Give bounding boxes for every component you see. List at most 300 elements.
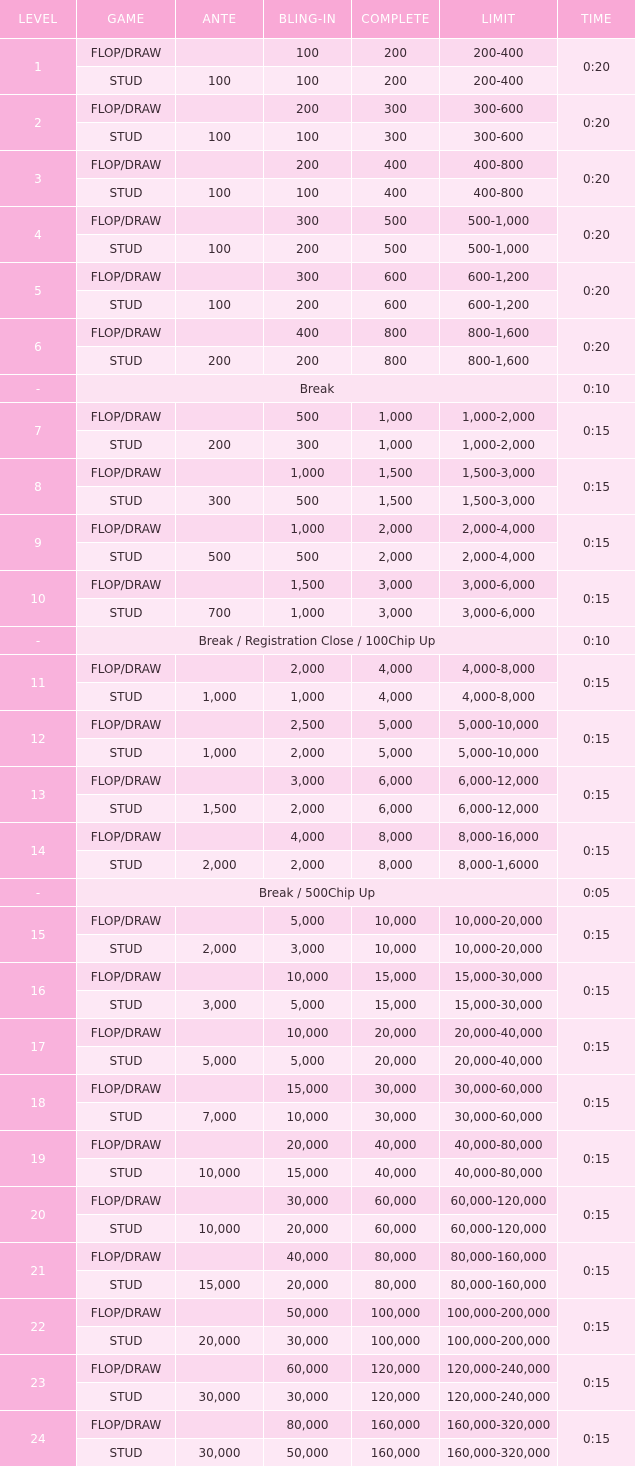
limit-cell: 120,000-240,000 [440, 1355, 558, 1383]
level-cell: 24 [0, 1411, 77, 1467]
time-cell: 0:15 [558, 1075, 636, 1131]
table-row [0, 571, 636, 599]
game-cell: STUD [77, 1047, 176, 1075]
table-row [0, 403, 636, 431]
game-cell: STUD [77, 1439, 176, 1467]
bring-in-cell: 500 [264, 403, 352, 431]
bring-in-cell: 1,000 [264, 459, 352, 487]
table-row [0, 683, 636, 711]
bring-in-cell: 400 [264, 319, 352, 347]
time-cell: 0:15 [558, 907, 636, 963]
header-ante: ANTE [176, 0, 264, 39]
level-cell: 11 [0, 655, 77, 711]
limit-cell: 160,000-320,000 [440, 1411, 558, 1439]
time-cell: 0:20 [558, 207, 636, 263]
game-cell: STUD [77, 347, 176, 375]
bring-in-cell: 20,000 [264, 1131, 352, 1159]
table-row [0, 487, 636, 515]
limit-cell: 800-1,600 [440, 319, 558, 347]
table-row [0, 431, 636, 459]
table-row [0, 991, 636, 1019]
time-cell: 0:20 [558, 319, 636, 375]
game-cell: STUD [77, 1383, 176, 1411]
bring-in-cell: 2,000 [264, 851, 352, 879]
ante-cell: 2,000 [176, 851, 264, 879]
game-cell: STUD [77, 67, 176, 95]
limit-cell: 80,000-160,000 [440, 1271, 558, 1299]
game-cell: STUD [77, 1215, 176, 1243]
limit-cell: 4,000-8,000 [440, 655, 558, 683]
bring-in-cell: 5,000 [264, 1047, 352, 1075]
level-cell: 20 [0, 1187, 77, 1243]
complete-cell: 80,000 [352, 1243, 440, 1271]
game-cell: FLOP/DRAW [77, 711, 176, 739]
header-bring-in: BLING-IN [264, 0, 352, 39]
ante-cell [176, 1299, 264, 1327]
ante-cell: 3,000 [176, 991, 264, 1019]
table-row [0, 767, 636, 795]
ante-cell: 30,000 [176, 1439, 264, 1467]
complete-cell: 1,500 [352, 487, 440, 515]
table-row [0, 599, 636, 627]
limit-cell: 6,000-12,000 [440, 795, 558, 823]
complete-cell: 600 [352, 291, 440, 319]
bring-in-cell: 5,000 [264, 991, 352, 1019]
level-cell: - [0, 627, 77, 655]
table-row [0, 711, 636, 739]
ante-cell: 1,000 [176, 683, 264, 711]
table-row [0, 907, 636, 935]
level-cell: 5 [0, 263, 77, 319]
bring-in-cell: 200 [264, 151, 352, 179]
bring-in-cell: 30,000 [264, 1327, 352, 1355]
level-cell: 23 [0, 1355, 77, 1411]
bring-in-cell: 200 [264, 235, 352, 263]
complete-cell: 400 [352, 179, 440, 207]
table-row [0, 291, 636, 319]
complete-cell: 600 [352, 263, 440, 291]
game-cell: STUD [77, 1271, 176, 1299]
level-cell: 13 [0, 767, 77, 823]
table-row [0, 459, 636, 487]
game-cell: FLOP/DRAW [77, 1243, 176, 1271]
game-cell: STUD [77, 599, 176, 627]
limit-cell: 20,000-40,000 [440, 1047, 558, 1075]
table-row [0, 795, 636, 823]
level-cell: 17 [0, 1019, 77, 1075]
bring-in-cell: 50,000 [264, 1299, 352, 1327]
ante-cell: 1,500 [176, 795, 264, 823]
table-row [0, 123, 636, 151]
ante-cell: 30,000 [176, 1383, 264, 1411]
limit-cell: 1,000-2,000 [440, 403, 558, 431]
ante-cell [176, 1131, 264, 1159]
time-cell: 0:15 [558, 1187, 636, 1243]
level-cell: 19 [0, 1131, 77, 1187]
table-row [0, 1355, 636, 1383]
game-cell: STUD [77, 431, 176, 459]
level-cell: 8 [0, 459, 77, 515]
complete-cell: 200 [352, 67, 440, 95]
bring-in-cell: 15,000 [264, 1075, 352, 1103]
game-cell: FLOP/DRAW [77, 823, 176, 851]
complete-cell: 6,000 [352, 795, 440, 823]
game-cell: FLOP/DRAW [77, 1355, 176, 1383]
level-cell: 9 [0, 515, 77, 571]
complete-cell: 300 [352, 95, 440, 123]
limit-cell: 400-800 [440, 179, 558, 207]
header-limit: LIMIT [440, 0, 558, 39]
limit-cell: 1,500-3,000 [440, 459, 558, 487]
limit-cell: 2,000-4,000 [440, 543, 558, 571]
time-cell: 0:15 [558, 767, 636, 823]
level-cell: 14 [0, 823, 77, 879]
ante-cell [176, 1243, 264, 1271]
game-cell: STUD [77, 1159, 176, 1187]
time-cell: 0:15 [558, 1299, 636, 1355]
ante-cell: 10,000 [176, 1215, 264, 1243]
complete-cell: 800 [352, 319, 440, 347]
table-row [0, 1299, 636, 1327]
game-cell: STUD [77, 179, 176, 207]
ante-cell: 200 [176, 431, 264, 459]
level-cell: 18 [0, 1075, 77, 1131]
header-game: GAME [77, 0, 176, 39]
ante-cell: 500 [176, 543, 264, 571]
limit-cell: 5,000-10,000 [440, 711, 558, 739]
game-cell: FLOP/DRAW [77, 907, 176, 935]
bring-in-cell: 200 [264, 291, 352, 319]
time-cell: 0:15 [558, 571, 636, 627]
break-label: Break / 500Chip Up [77, 879, 558, 907]
limit-cell: 20,000-40,000 [440, 1019, 558, 1047]
limit-cell: 300-600 [440, 95, 558, 123]
bring-in-cell: 2,500 [264, 711, 352, 739]
ante-cell: 1,000 [176, 739, 264, 767]
complete-cell: 6,000 [352, 767, 440, 795]
bring-in-cell: 100 [264, 39, 352, 67]
ante-cell: 5,000 [176, 1047, 264, 1075]
limit-cell: 5,000-10,000 [440, 739, 558, 767]
bring-in-cell: 1,000 [264, 515, 352, 543]
limit-cell: 100,000-200,000 [440, 1299, 558, 1327]
table-row [0, 655, 636, 683]
ante-cell [176, 767, 264, 795]
bring-in-cell: 40,000 [264, 1243, 352, 1271]
game-cell: FLOP/DRAW [77, 403, 176, 431]
ante-cell [176, 263, 264, 291]
bring-in-cell: 10,000 [264, 1103, 352, 1131]
complete-cell: 1,500 [352, 459, 440, 487]
game-cell: FLOP/DRAW [77, 263, 176, 291]
game-cell: STUD [77, 935, 176, 963]
limit-cell: 100,000-200,000 [440, 1327, 558, 1355]
limit-cell: 600-1,200 [440, 291, 558, 319]
bring-in-cell: 20,000 [264, 1271, 352, 1299]
bring-in-cell: 100 [264, 179, 352, 207]
header-complete: COMPLETE [352, 0, 440, 39]
table-row [0, 1327, 636, 1355]
complete-cell: 160,000 [352, 1411, 440, 1439]
limit-cell: 1,500-3,000 [440, 487, 558, 515]
limit-cell: 200-400 [440, 67, 558, 95]
table-row [0, 67, 636, 95]
bring-in-cell: 50,000 [264, 1439, 352, 1467]
complete-cell: 3,000 [352, 571, 440, 599]
bring-in-cell: 1,500 [264, 571, 352, 599]
bring-in-cell: 2,000 [264, 739, 352, 767]
table-row [0, 851, 636, 879]
bring-in-cell: 200 [264, 347, 352, 375]
bring-in-cell: 100 [264, 67, 352, 95]
level-cell: 22 [0, 1299, 77, 1355]
bring-in-cell: 300 [264, 207, 352, 235]
ante-cell: 100 [176, 67, 264, 95]
bring-in-cell: 4,000 [264, 823, 352, 851]
table-row [0, 95, 636, 123]
limit-cell: 500-1,000 [440, 207, 558, 235]
limit-cell: 15,000-30,000 [440, 991, 558, 1019]
complete-cell: 4,000 [352, 683, 440, 711]
ante-cell: 2,000 [176, 935, 264, 963]
time-cell: 0:15 [558, 655, 636, 711]
level-cell: 7 [0, 403, 77, 459]
table-row [0, 1075, 636, 1103]
limit-cell: 10,000-20,000 [440, 935, 558, 963]
ante-cell: 7,000 [176, 1103, 264, 1131]
limit-cell: 8,000-1,6000 [440, 851, 558, 879]
complete-cell: 8,000 [352, 823, 440, 851]
game-cell: FLOP/DRAW [77, 459, 176, 487]
bring-in-cell: 15,000 [264, 1159, 352, 1187]
complete-cell: 300 [352, 123, 440, 151]
break-label: Break [77, 375, 558, 403]
time-cell: 0:05 [558, 879, 636, 907]
game-cell: FLOP/DRAW [77, 963, 176, 991]
ante-cell: 300 [176, 487, 264, 515]
table-row [0, 1411, 636, 1439]
ante-cell: 10,000 [176, 1159, 264, 1187]
table-row [0, 235, 636, 263]
ante-cell [176, 1187, 264, 1215]
game-cell: FLOP/DRAW [77, 515, 176, 543]
level-cell: 10 [0, 571, 77, 627]
game-cell: FLOP/DRAW [77, 319, 176, 347]
table-row [0, 515, 636, 543]
time-cell: 0:15 [558, 1019, 636, 1075]
bring-in-cell: 300 [264, 431, 352, 459]
bring-in-cell: 80,000 [264, 1411, 352, 1439]
game-cell: FLOP/DRAW [77, 1131, 176, 1159]
level-cell: - [0, 879, 77, 907]
bring-in-cell: 1,000 [264, 599, 352, 627]
complete-cell: 2,000 [352, 515, 440, 543]
complete-cell: 500 [352, 235, 440, 263]
complete-cell: 120,000 [352, 1355, 440, 1383]
time-cell: 0:15 [558, 1355, 636, 1411]
bring-in-cell: 30,000 [264, 1187, 352, 1215]
game-cell: STUD [77, 795, 176, 823]
level-cell: 12 [0, 711, 77, 767]
ante-cell [176, 207, 264, 235]
complete-cell: 60,000 [352, 1215, 440, 1243]
complete-cell: 5,000 [352, 711, 440, 739]
game-cell: FLOP/DRAW [77, 571, 176, 599]
limit-cell: 160,000-320,000 [440, 1439, 558, 1467]
bring-in-cell: 10,000 [264, 963, 352, 991]
table-row [0, 935, 636, 963]
table-row [0, 823, 636, 851]
bring-in-cell: 5,000 [264, 907, 352, 935]
limit-cell: 400-800 [440, 151, 558, 179]
limit-cell: 30,000-60,000 [440, 1103, 558, 1131]
game-cell: STUD [77, 683, 176, 711]
break-row [0, 375, 636, 403]
level-cell: 15 [0, 907, 77, 963]
break-row [0, 627, 636, 655]
table-row [0, 1019, 636, 1047]
complete-cell: 60,000 [352, 1187, 440, 1215]
time-cell: 0:15 [558, 1411, 636, 1467]
game-cell: STUD [77, 1103, 176, 1131]
complete-cell: 15,000 [352, 963, 440, 991]
time-cell: 0:20 [558, 151, 636, 207]
level-cell: 3 [0, 151, 77, 207]
complete-cell: 120,000 [352, 1383, 440, 1411]
ante-cell [176, 1019, 264, 1047]
bring-in-cell: 30,000 [264, 1383, 352, 1411]
table-row [0, 1383, 636, 1411]
level-cell: - [0, 375, 77, 403]
game-cell: FLOP/DRAW [77, 1411, 176, 1439]
header-time: TIME [558, 0, 636, 39]
ante-cell [176, 823, 264, 851]
time-cell: 0:15 [558, 515, 636, 571]
ante-cell: 200 [176, 347, 264, 375]
ante-cell [176, 963, 264, 991]
bring-in-cell: 500 [264, 543, 352, 571]
ante-cell [176, 655, 264, 683]
complete-cell: 100,000 [352, 1299, 440, 1327]
ante-cell: 100 [176, 291, 264, 319]
game-cell: FLOP/DRAW [77, 655, 176, 683]
complete-cell: 30,000 [352, 1103, 440, 1131]
table-row [0, 207, 636, 235]
table-body [0, 39, 636, 1467]
bring-in-cell: 10,000 [264, 1019, 352, 1047]
time-cell: 0:15 [558, 823, 636, 879]
table-row [0, 263, 636, 291]
ante-cell [176, 39, 264, 67]
game-cell: FLOP/DRAW [77, 39, 176, 67]
table-row [0, 1215, 636, 1243]
table-row [0, 1439, 636, 1467]
table-row [0, 347, 636, 375]
table-row [0, 39, 636, 67]
ante-cell: 100 [176, 123, 264, 151]
limit-cell: 60,000-120,000 [440, 1187, 558, 1215]
break-label: Break / Registration Close / 100Chip Up [77, 627, 558, 655]
game-cell: STUD [77, 543, 176, 571]
level-cell: 16 [0, 963, 77, 1019]
game-cell: FLOP/DRAW [77, 1019, 176, 1047]
game-cell: STUD [77, 991, 176, 1019]
limit-cell: 4,000-8,000 [440, 683, 558, 711]
ante-cell [176, 571, 264, 599]
bring-in-cell: 200 [264, 95, 352, 123]
complete-cell: 40,000 [352, 1131, 440, 1159]
level-cell: 2 [0, 95, 77, 151]
complete-cell: 10,000 [352, 935, 440, 963]
limit-cell: 2,000-4,000 [440, 515, 558, 543]
complete-cell: 80,000 [352, 1271, 440, 1299]
bring-in-cell: 2,000 [264, 795, 352, 823]
limit-cell: 15,000-30,000 [440, 963, 558, 991]
ante-cell [176, 711, 264, 739]
ante-cell [176, 1411, 264, 1439]
ante-cell [176, 151, 264, 179]
level-cell: 4 [0, 207, 77, 263]
limit-cell: 3,000-6,000 [440, 571, 558, 599]
limit-cell: 40,000-80,000 [440, 1131, 558, 1159]
game-cell: FLOP/DRAW [77, 1187, 176, 1215]
table-row [0, 1047, 636, 1075]
limit-cell: 40,000-80,000 [440, 1159, 558, 1187]
complete-cell: 800 [352, 347, 440, 375]
limit-cell: 10,000-20,000 [440, 907, 558, 935]
complete-cell: 15,000 [352, 991, 440, 1019]
time-cell: 0:15 [558, 459, 636, 515]
complete-cell: 20,000 [352, 1047, 440, 1075]
limit-cell: 800-1,600 [440, 347, 558, 375]
ante-cell: 100 [176, 179, 264, 207]
complete-cell: 2,000 [352, 543, 440, 571]
game-cell: FLOP/DRAW [77, 95, 176, 123]
game-cell: FLOP/DRAW [77, 151, 176, 179]
limit-cell: 1,000-2,000 [440, 431, 558, 459]
time-cell: 0:20 [558, 263, 636, 319]
ante-cell: 15,000 [176, 1271, 264, 1299]
time-cell: 0:20 [558, 95, 636, 151]
limit-cell: 30,000-60,000 [440, 1075, 558, 1103]
limit-cell: 8,000-16,000 [440, 823, 558, 851]
complete-cell: 500 [352, 207, 440, 235]
game-cell: FLOP/DRAW [77, 767, 176, 795]
time-cell: 0:15 [558, 1131, 636, 1187]
ante-cell [176, 319, 264, 347]
header-level: LEVEL [0, 0, 77, 39]
table-row [0, 1159, 636, 1187]
time-cell: 0:15 [558, 1243, 636, 1299]
game-cell: FLOP/DRAW [77, 207, 176, 235]
time-cell: 0:10 [558, 627, 636, 655]
limit-cell: 300-600 [440, 123, 558, 151]
table-row [0, 739, 636, 767]
bring-in-cell: 300 [264, 263, 352, 291]
game-cell: STUD [77, 235, 176, 263]
time-cell: 0:15 [558, 403, 636, 459]
break-row [0, 879, 636, 907]
table-row [0, 179, 636, 207]
game-cell: STUD [77, 1327, 176, 1355]
bring-in-cell: 3,000 [264, 935, 352, 963]
complete-cell: 160,000 [352, 1439, 440, 1467]
bring-in-cell: 60,000 [264, 1355, 352, 1383]
limit-cell: 600-1,200 [440, 263, 558, 291]
game-cell: FLOP/DRAW [77, 1075, 176, 1103]
limit-cell: 80,000-160,000 [440, 1243, 558, 1271]
game-cell: STUD [77, 851, 176, 879]
